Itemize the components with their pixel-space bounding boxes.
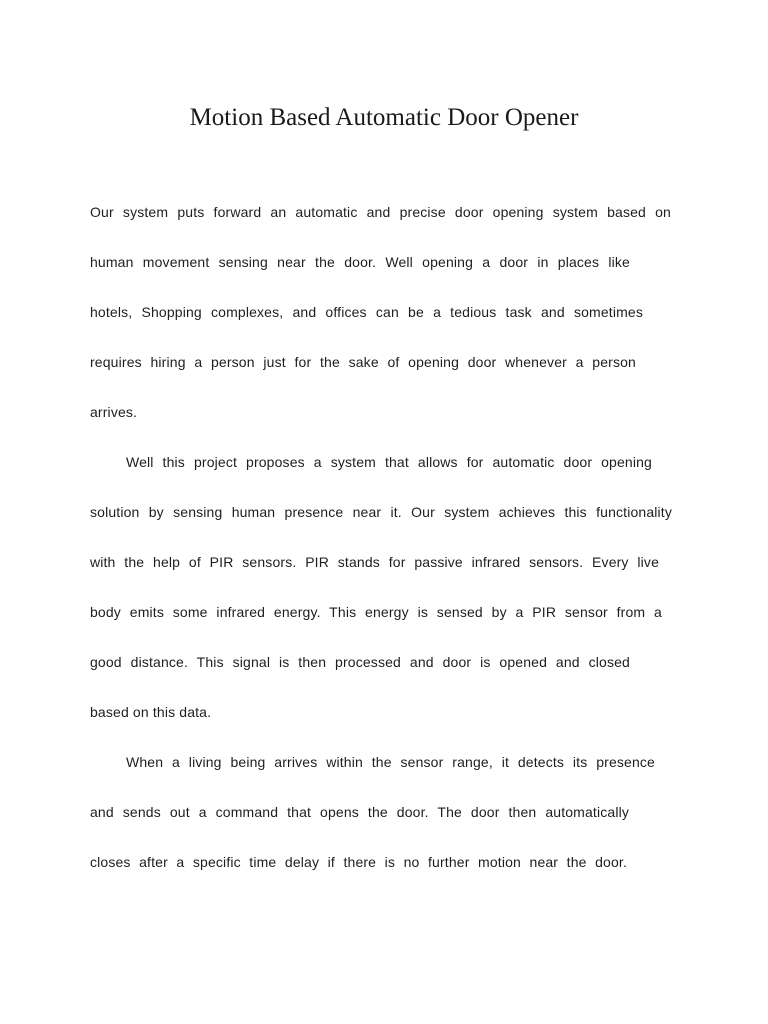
paragraph-1-line-5: arrives. (90, 404, 138, 420)
paragraph-2-line-6: based on this data. (90, 704, 212, 720)
paragraph-2-line-5: good distance. This signal is then processed and door is opened and closed (90, 654, 630, 670)
paragraph-2-line-3: with the help of PIR sensors. PIR stands for passive infrared sensors. Every live (90, 554, 659, 570)
paragraph-1-line-4: requires hiring a person just for the sake of opening door whenever a person (90, 354, 636, 370)
paragraph-3-line-3: closes after a specific time delay if there is no further motion near the door. (90, 854, 627, 870)
paragraph-1-line-2: human movement sensing near the door. Well opening a door in places like (90, 254, 630, 270)
paragraph-2-line-2: solution by sensing human presence near it. Our system achieves this functionality (90, 504, 672, 520)
paragraph-2-line-1: Well this project proposes a system that allows for automatic door opening (126, 454, 652, 470)
paragraph-3-line-1: When a living being arrives within the sensor range, it detects its presence (126, 754, 655, 770)
document-title: Motion Based Automatic Door Opener (189, 104, 579, 131)
paragraph-1-line-1: Our system puts forward an automatic and precise door opening system based on (90, 204, 671, 220)
paragraph-3-line-2: and sends out a command that opens the door. The door then automatically (90, 804, 629, 820)
paragraph-1-line-3: hotels, Shopping complexes, and offices can be a tedious task and sometimes (90, 304, 643, 320)
paragraph-2-line-4: body emits some infrared energy. This energy is sensed by a PIR sensor from a (90, 604, 662, 620)
